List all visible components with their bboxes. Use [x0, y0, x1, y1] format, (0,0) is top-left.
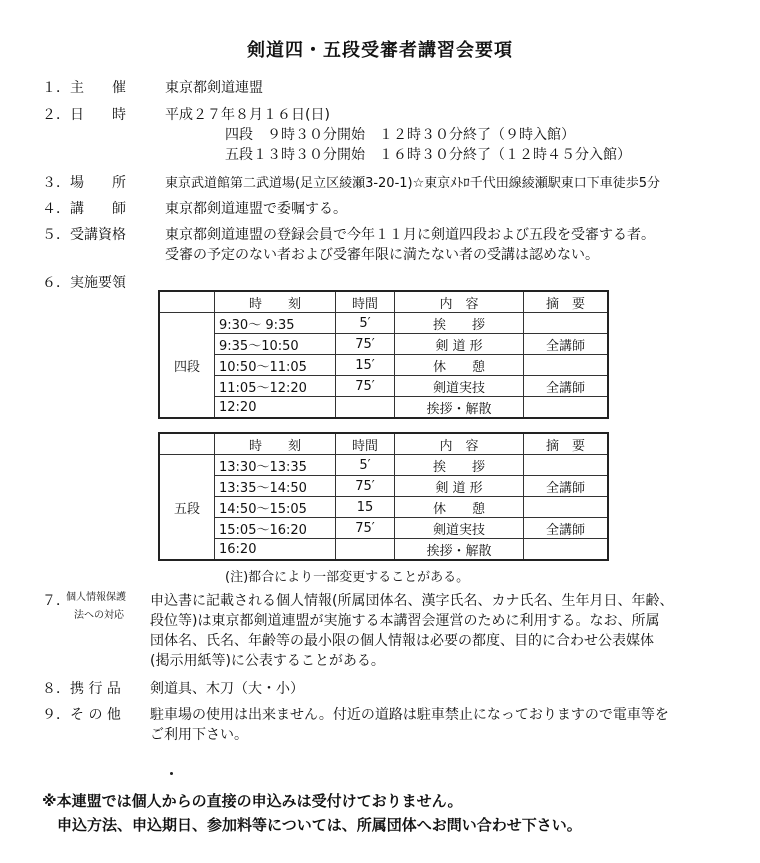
- table-row: [159, 397, 608, 419]
- duration-cell: 75′: [336, 376, 395, 397]
- note-cell: 全講師: [524, 334, 609, 355]
- item-7-line-1: 申込書に記載される個人情報(所属団体名、漢字氏名、カナ氏名、生年月日、年齢、: [150, 593, 674, 609]
- item-5-line-1: 東京都剣道連盟の登録会員で今年１１月に剣道四段および五段を受審する者。: [165, 227, 655, 243]
- header-time: 時 刻: [215, 291, 336, 313]
- item-6-label: ６．実施要領: [42, 275, 126, 291]
- header-duration: 時間: [336, 433, 395, 455]
- note-cell: [524, 497, 609, 518]
- header-note: 摘 要: [524, 433, 609, 455]
- item-7-label: ７．: [42, 593, 70, 609]
- content-cell: 挨拶・解散: [395, 539, 524, 561]
- document-title: 剣道四・五段受審者講習会要項: [247, 40, 513, 61]
- header-note: 摘 要: [524, 291, 609, 313]
- table-row: [159, 539, 608, 561]
- duration-cell: 15′: [336, 355, 395, 376]
- footer-line-2: 申込方法、申込期日、参加料等については、所属団体へお問い合わせ下さい。: [42, 816, 582, 834]
- header-blank: [159, 433, 215, 455]
- content-cell: 剣道実技: [395, 376, 524, 397]
- item-9-label: ９．そ の 他: [42, 707, 121, 723]
- note-cell: [524, 397, 609, 419]
- header-blank: [159, 291, 215, 313]
- duration-cell: 75′: [336, 476, 395, 497]
- header-content: 内 容: [395, 291, 524, 313]
- content-cell: 剣 道 形: [395, 476, 524, 497]
- header-time: 時 刻: [215, 433, 336, 455]
- duration-cell: 5′: [336, 313, 395, 334]
- item-2-date: 平成２７年８月１６日(日): [165, 107, 330, 123]
- note-cell: 全講師: [524, 376, 609, 397]
- note-cell: 全講師: [524, 476, 609, 497]
- note-cell: [524, 355, 609, 376]
- level-cell: 五段: [159, 455, 215, 561]
- note-cell: [524, 539, 609, 561]
- schedule-table-godan: [158, 432, 609, 561]
- time-cell: 12:20: [215, 397, 336, 419]
- item-1-label: １．主 催: [42, 80, 126, 96]
- item-3-text: 東京武道館第二武道場(足立区綾瀬3-20-1)☆東京ﾒﾄﾛ千代田線綾瀬駅東口下車徒歩5分: [165, 176, 661, 191]
- table-row: [159, 476, 608, 497]
- time-cell: 9:35～10:50: [215, 334, 336, 355]
- time-cell: 13:35～14:50: [215, 476, 336, 497]
- header-duration: 時間: [336, 291, 395, 313]
- time-cell: 9:30～ 9:35: [215, 313, 336, 334]
- content-cell: 剣 道 形: [395, 334, 524, 355]
- table-row: [159, 334, 608, 355]
- time-cell: 10:50～11:05: [215, 355, 336, 376]
- note-cell: 全講師: [524, 518, 609, 539]
- table-row: [159, 355, 608, 376]
- duration-cell: 75′: [336, 518, 395, 539]
- table-row: [159, 518, 608, 539]
- table-note: (注)都合により一部変更することがある。: [225, 570, 470, 585]
- content-cell: 休 憩: [395, 497, 524, 518]
- note-cell: [524, 313, 609, 334]
- content-cell: 挨拶・解散: [395, 397, 524, 419]
- table-row: [159, 376, 608, 397]
- item-9-line-2: ご利用下さい。: [150, 727, 248, 743]
- duration-cell: [336, 397, 395, 419]
- item-7-sublabel-2: 法への対応: [74, 610, 124, 621]
- item-7-line-2: 段位等)は東京都剣道連盟が実施する本講習会運営のために利用する。なお、所属: [150, 613, 660, 629]
- time-cell: 15:05～16:20: [215, 518, 336, 539]
- item-2-yondan-time: 四段 ９時３０分開始 １２時３０分終了（９時入館）: [225, 127, 575, 143]
- time-cell: 16:20: [215, 539, 336, 561]
- item-9-line-1: 駐車場の使用は出来ません。付近の道路は駐車禁止になっておりますので電車等を: [150, 707, 669, 723]
- item-2-godan-time: 五段１３時３０分開始 １６時３０分終了（１２時４５分入館）: [225, 147, 631, 163]
- time-cell: 11:05～12:20: [215, 376, 336, 397]
- item-7-sublabel-1: 個人情報保護: [66, 592, 126, 603]
- duration-cell: [336, 539, 395, 561]
- duration-cell: 15: [336, 497, 395, 518]
- item-5-line-2: 受審の予定のない者および受審年限に満たない者の受講は認めない。: [165, 247, 599, 263]
- item-1-text: 東京都剣道連盟: [165, 80, 263, 96]
- item-8-text: 剣道具、木刀（大・小）: [150, 681, 304, 697]
- content-cell: 剣道実技: [395, 518, 524, 539]
- item-5-label: ５．受講資格: [42, 227, 126, 243]
- item-4-text: 東京都剣道連盟で委嘱する。: [165, 201, 347, 217]
- item-8-label: ８．携 行 品: [42, 681, 121, 697]
- schedule-table-yondan: [158, 290, 609, 419]
- table-row: [159, 313, 608, 334]
- item-7-line-3: 団体名、氏名、年齢等の最小限の個人情報は必要の都度、目的に合わせ公表媒体: [150, 633, 654, 649]
- content-cell: 挨 拶: [395, 455, 524, 476]
- table-header-row: [159, 291, 608, 313]
- header-content: 内 容: [395, 433, 524, 455]
- duration-cell: 5′: [336, 455, 395, 476]
- content-cell: 休 憩: [395, 355, 524, 376]
- time-cell: 14:50～15:05: [215, 497, 336, 518]
- item-7-line-4: (掲示用紙等)に公表することがある。: [150, 653, 385, 669]
- item-2-label: ２．日 時: [42, 107, 126, 123]
- stray-mark: [170, 772, 173, 775]
- duration-cell: 75′: [336, 334, 395, 355]
- item-3-label: ３．場 所: [42, 175, 126, 191]
- table-row: [159, 497, 608, 518]
- content-cell: 挨 拶: [395, 313, 524, 334]
- time-cell: 13:30～13:35: [215, 455, 336, 476]
- table-row: [159, 455, 608, 476]
- item-4-label: ４．講 師: [42, 201, 126, 217]
- note-cell: [524, 455, 609, 476]
- footer-line-1: ※本連盟では個人からの直接の申込みは受付けておりません。: [42, 792, 463, 810]
- level-cell: 四段: [159, 313, 215, 419]
- table-header-row: [159, 433, 608, 455]
